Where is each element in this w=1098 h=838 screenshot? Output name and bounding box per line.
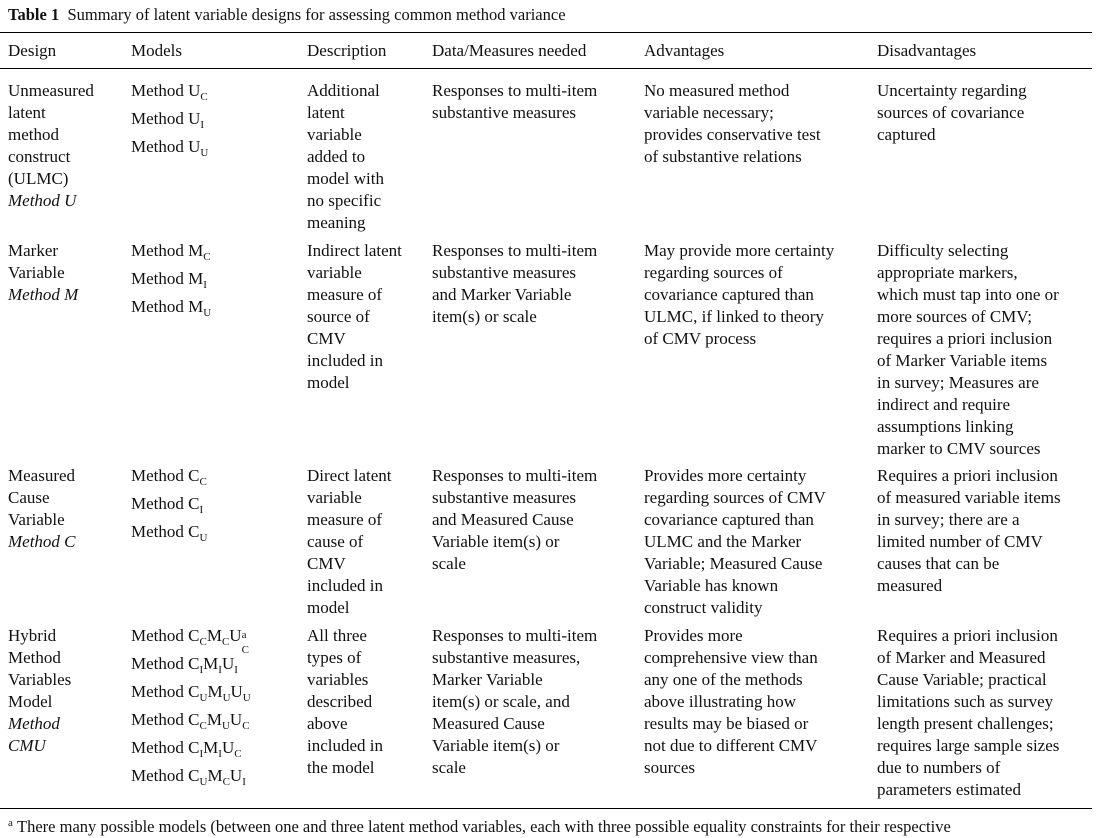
model-name: Method $M_U$ [131,297,212,319]
disadvantages-cell-line: Cause Variable; practical [877,670,1047,689]
description-cell-line: model [307,598,350,617]
design-method-label: Method C [8,532,76,551]
description-cell-line: variables [307,670,369,689]
description-cell-line: included in [307,736,384,755]
model-subscript: U [242,692,251,704]
advantages-cell-line: not due to different CMV [644,736,818,755]
model-subscript: U [199,776,208,788]
description-cell-line: model with [307,169,384,188]
design-method-label: Method U [8,191,77,210]
header-rule [0,68,1092,69]
description-cell-line: variable [307,263,362,282]
header-design: Design [8,41,57,60]
data-cell-line: Variable item(s) or [432,532,560,551]
model-name: Method $C_I$ [131,494,204,516]
advantages-cell-line: provides conservative test [644,125,821,144]
design-cell-line: construct [8,147,71,166]
disadvantages-cell-line: causes that can be [877,554,1000,573]
disadvantages-cell-line: indirect and require [877,395,1011,414]
advantages-cell-line: results may be biased or [644,714,809,733]
advantages-cell-line: Provides more certainty [644,466,807,485]
advantages-cell-line: construct validity [644,598,763,617]
disadvantages-cell-line: of measured variable items [877,488,1061,507]
model-subscript: C [200,91,208,103]
disadvantages-cell-line: limitations such as survey [877,692,1054,711]
data-cell [432,465,650,575]
table-title: Summary of latent variable designs for assessing common method variance [67,5,566,24]
models-cell [131,622,306,790]
models-cell [131,77,306,161]
model-subscript: C [199,476,207,488]
description-cell-line: source of [307,307,370,326]
description-cell-line: CMV [307,554,346,573]
disadvantages-cell-line: limited number of CMV [877,532,1043,551]
model-subscript: C [221,636,230,648]
design-cell-line: Method [8,648,61,667]
design-method-label: Method M [8,285,79,304]
advantages-cell-line: covariance captured than [644,510,814,529]
design-cell [8,465,141,553]
models-cell [131,462,306,546]
data-cell-line: and Measured Cause [432,510,574,529]
header-data: Data/Measures needed [432,41,587,60]
advantages-cell-line: regarding sources of [644,263,783,282]
model-subscript: I [203,279,207,291]
advantages-cell [644,240,882,350]
advantages-cell-line: sources [644,758,695,777]
model-subscript: C [234,748,242,760]
description-cell-line: variable [307,125,362,144]
description-cell-line: meaning [307,213,366,232]
table-footnote [8,816,951,838]
description-cell-line: described [307,692,373,711]
bottom-rule [0,808,1092,809]
advantages-cell [644,625,882,779]
data-cell-line: Responses to multi-item [432,626,598,645]
model-name: Method $M_I$ [131,269,207,291]
advantages-cell-line: Variable has known [644,576,779,595]
data-cell-line: scale [432,758,466,777]
design-cell [8,80,141,212]
design-cell-line: Cause [8,488,50,507]
disadvantages-cell [877,240,1098,460]
description-cell [307,240,440,394]
disadvantages-cell-line: due to numbers of [877,758,1001,777]
design-cell-line: Marker [8,241,59,260]
model-subscript: U [199,532,208,544]
disadvantages-cell-line: measured [877,576,943,595]
header-description: Description [307,41,387,60]
data-cell-line: Responses to multi-item [432,241,598,260]
design-cell-line: latent [8,103,46,122]
disadvantages-cell-line: Requires a priori inclusion [877,626,1058,645]
model-subscript: U [200,147,209,159]
description-cell-line: included in [307,576,384,595]
model-name: Method $M_C$ [131,241,211,263]
design-cell-line: (ULMC) [8,169,69,188]
disadvantages-cell-line: appropriate markers, [877,263,1018,282]
description-cell [307,80,440,234]
model-subscript: U [199,692,208,704]
disadvantages-cell-line: Requires a priori inclusion [877,466,1058,485]
advantages-cell-line: above illustrating how [644,692,797,711]
data-cell-line: item(s) or scale [432,307,537,326]
design-cell-line: Variable [8,263,65,282]
model-subscript: C [199,720,207,732]
description-cell-line: Additional [307,81,380,100]
design-cell-line: Variable [8,510,65,529]
data-cell-line: Responses to multi-item [432,81,598,100]
data-cell-line: Marker Variable [432,670,543,689]
model-subscript: C [222,776,230,788]
advantages-cell-line: covariance captured than [644,285,814,304]
description-cell-line: variable [307,488,362,507]
disadvantages-cell-line: sources of covariance [877,103,1025,122]
data-cell-line: item(s) or scale, and [432,692,570,711]
advantages-cell-line: regarding sources of CMV [644,488,826,507]
model-subscript: I [234,664,238,676]
data-cell-line: substantive measures [432,103,576,122]
disadvantages-cell-line: of Marker and Measured [877,648,1046,667]
model-subscript: I [199,748,204,760]
data-cell-line: scale [432,554,466,573]
disadvantages-cell-line: requires large sample sizes [877,736,1060,755]
description-cell-line: Indirect latent [307,241,402,260]
disadvantages-cell [877,80,1098,146]
description-cell-line: latent [307,103,345,122]
description-cell-line: measure of [307,510,383,529]
top-rule [0,32,1092,33]
model-subscript: C [199,636,207,648]
disadvantages-cell-line: in survey; Measures are [877,373,1039,392]
footnote-text: There many possible models (between one and three latent method variables, each with three possible equality constraints for their respective [17,817,951,836]
advantages-cell [644,80,882,168]
data-cell-line: substantive measures [432,263,576,282]
data-cell-line: Measured Cause [432,714,545,733]
advantages-cell-line: comprehensive view than [644,648,818,667]
disadvantages-cell-line: in survey; there are a [877,510,1020,529]
model-name: Method $C_IM_IU_C$ [131,738,242,760]
description-cell-line: no specific [307,191,382,210]
model-subscript: I [218,664,222,676]
data-cell-line: Responses to multi-item [432,466,598,485]
disadvantages-cell-line: length present challenges; [877,714,1054,733]
model-name: Method $C_UM_CU_I$ [131,766,246,788]
footnote-marker: a [8,817,13,829]
advantages-cell-line: any one of the methods [644,670,803,689]
description-cell [307,465,440,619]
disadvantages-cell-line: of Marker Variable items [877,351,1048,370]
model-name: Method $U_U$ [131,137,209,159]
advantages-cell-line: variable necessary; [644,103,774,122]
model-subscript: I [200,119,205,131]
description-cell [307,625,440,779]
model-subscript: U [222,692,231,704]
model-name: Method $C_UM_UU_U$ [131,682,251,704]
data-cell [432,240,650,328]
advantages-cell [644,465,882,619]
model-subscript: I [199,504,204,516]
disadvantages-cell-line: which must tap into one or [877,285,1059,304]
model-subscript: I [199,664,204,676]
model-name: Method $U_I$ [131,109,205,131]
advantages-cell-line: No measured method [644,81,790,100]
design-cell-line: Measured [8,466,76,485]
model-subscript: I [218,748,222,760]
description-cell-line: Direct latent [307,466,392,485]
model-name: Method $C_CM_CU$ a C [131,626,249,656]
advantages-cell-line: Provides more [644,626,743,645]
disadvantages-cell-line: Difficulty selecting [877,241,1009,260]
description-cell-line: types of [307,648,362,667]
disadvantages-cell-line: assumptions linking [877,417,1014,436]
model-subscript: I [242,776,246,788]
description-cell-line: measure of [307,285,383,304]
model-subscript: C [203,251,211,263]
disadvantages-cell-line: requires a priori inclusion [877,329,1053,348]
description-cell-line: All three [307,626,367,645]
design-cell-line: Variables [8,670,72,689]
table-caption [8,4,566,26]
advantages-cell-line: ULMC, if linked to theory [644,307,824,326]
design-method-label: CMU [8,736,46,755]
table-label: Table 1 [8,5,60,24]
advantages-cell-line: ULMC and the Marker [644,532,802,551]
disadvantages-cell [877,625,1098,801]
advantages-cell-line: Variable; Measured Cause [644,554,823,573]
design-cell-line: Model [8,692,53,711]
disadvantages-cell-line: parameters estimated [877,780,1021,799]
description-cell-line: the model [307,758,375,777]
model-name: Method $C_IM_IU_I$ [131,654,238,676]
header-advantages: Advantages [644,41,725,60]
model-name: Method $C_CM_UU_C$ [131,710,250,732]
model-subscript: U [221,720,230,732]
description-cell-line: model [307,373,350,392]
disadvantages-cell-line: marker to CMV sources [877,439,1041,458]
model-subscript: U [203,307,212,319]
description-cell-line: added to [307,147,366,166]
data-cell-line: substantive measures, [432,648,581,667]
description-cell-line: included in [307,351,384,370]
advantages-cell-line: of CMV process [644,329,757,348]
data-cell-line: Variable item(s) or [432,736,560,755]
advantages-cell-line: of substantive relations [644,147,802,166]
models-cell [131,237,306,321]
design-cell-line: Hybrid [8,626,57,645]
model-name: Method $U_C$ [131,81,208,103]
design-cell-line: method [8,125,59,144]
model-name: Method $C_C$ [131,466,207,488]
data-cell [432,625,650,779]
model-subscript: C [242,720,250,732]
disadvantages-cell-line: Uncertainty regarding [877,81,1027,100]
advantages-cell-line: May provide more certainty [644,241,835,260]
design-cell [8,625,141,757]
disadvantages-cell-line: captured [877,125,936,144]
description-cell-line: above [307,714,348,733]
model-name: Method $C_U$ [131,522,208,544]
design-method-label: Method [8,714,60,733]
description-cell-line: cause of [307,532,364,551]
design-cell-line: Unmeasured [8,81,94,100]
description-cell-line: CMV [307,329,346,348]
disadvantages-cell-line: more sources of CMV; [877,307,1033,326]
data-cell [432,80,650,124]
header-models: Models [131,41,182,60]
data-cell-line: and Marker Variable [432,285,572,304]
design-cell [8,240,141,306]
header-disadvantages: Disadvantages [877,41,977,60]
disadvantages-cell [877,465,1098,597]
data-cell-line: substantive measures [432,488,576,507]
